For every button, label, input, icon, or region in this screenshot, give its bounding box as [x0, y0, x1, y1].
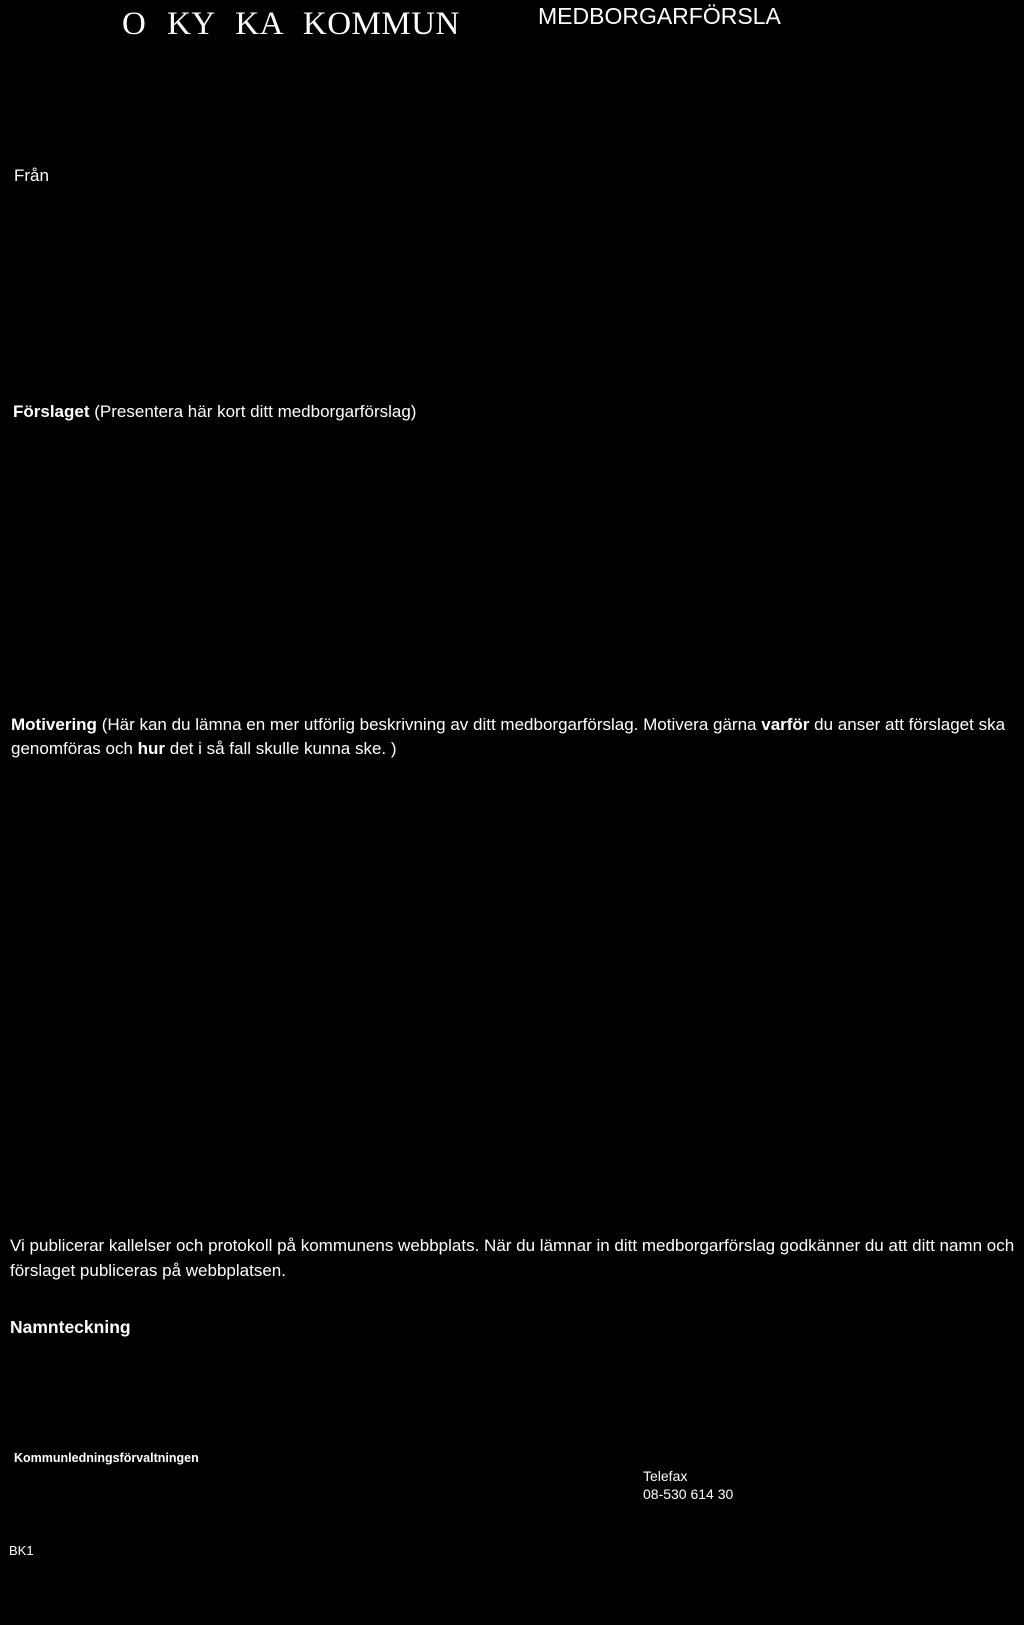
motivation-why-emphasis: varför	[761, 715, 810, 734]
motivation-field-label	[11, 713, 1011, 761]
motivation-hint-part-2: du anser att förslaget ska genomföras och	[11, 715, 1006, 758]
municipality-logo-text: O KY KA KOMMUN	[122, 6, 460, 42]
publication-notice: Vi publicerar kallelser och protokoll på kommunens webbplats. När du lämnar in ditt medborgarförslag godkänner du att ditt namn och förslaget publiceras på webbplatsen.	[10, 1236, 1015, 1280]
fax-number: 08-530 614 30	[643, 1486, 734, 1502]
motivation-hint-part-1: (Här kan du lämna en mer utförlig beskrivning av ditt medborgarförslag. Motivera gärna	[101, 715, 757, 734]
form-code: BK1	[9, 1543, 34, 1558]
proposal-field-label	[13, 402, 416, 422]
form-title: MEDBORGARFÖRSLA	[538, 3, 781, 29]
department-name: Kommunledningsförvaltningen	[14, 1451, 199, 1465]
signature-field-label: Namnteckning	[10, 1317, 131, 1337]
motivation-hint-part-3: det i så fall skulle kunna ske. )	[169, 739, 397, 758]
motivation-label: Motivering	[11, 715, 97, 734]
motivation-how-emphasis: hur	[137, 739, 166, 758]
from-field-label: Från	[14, 166, 49, 185]
fax-label: Telefax	[643, 1468, 688, 1484]
proposal-hint: (Presentera här kort ditt medborgarförslag)	[94, 402, 417, 421]
proposal-label: Förslaget	[13, 402, 90, 421]
